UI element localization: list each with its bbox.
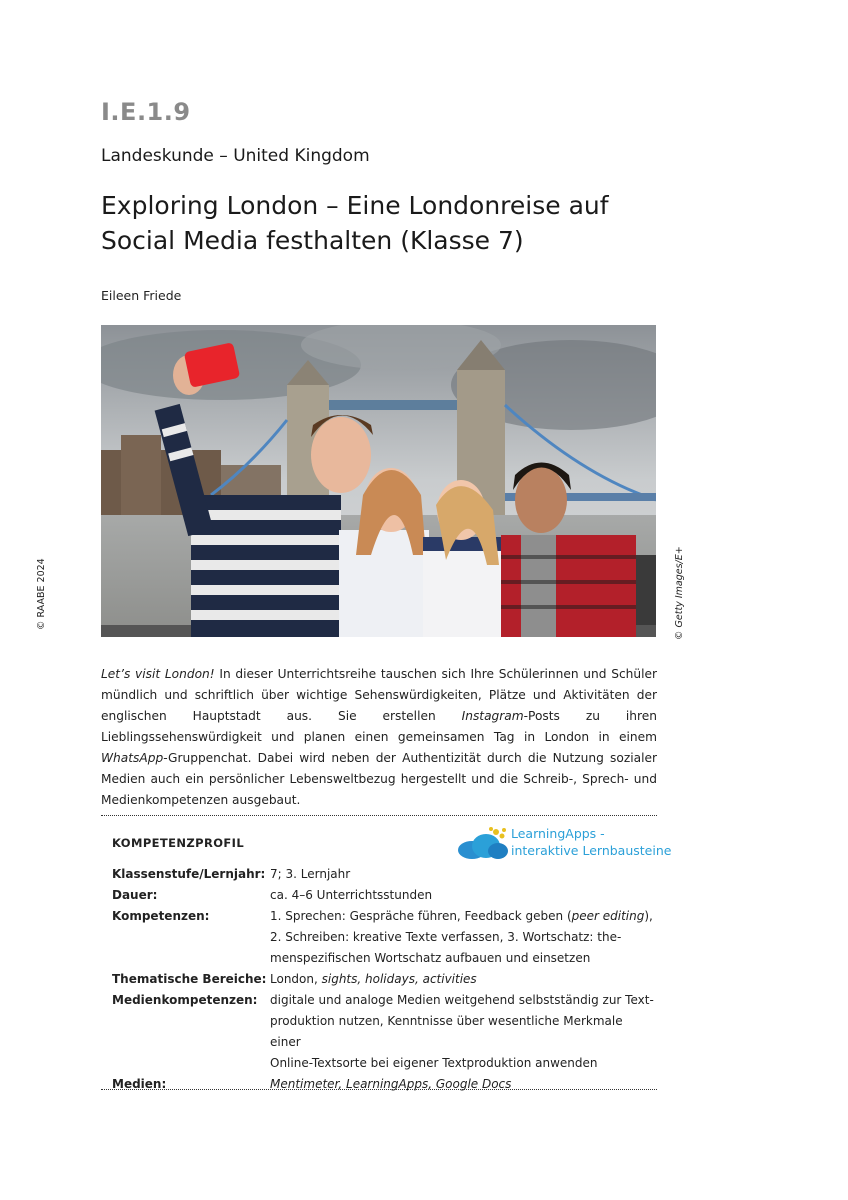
author-name: Eileen Friede xyxy=(101,288,182,303)
profile-heading: KOMPETENZPROFIL xyxy=(112,836,245,850)
photo-credit: © Getty Images/E+ xyxy=(674,546,685,640)
topic-heading: Landeskunde – United Kingdom xyxy=(101,146,370,166)
cover-photo xyxy=(101,325,656,637)
copyright-note: © RAABE 2024 xyxy=(36,558,47,630)
row-klassenstufe: Klassenstufe/Lernjahr: 7; 3. Lernjahr xyxy=(112,867,351,881)
competence-table xyxy=(112,864,657,1095)
row-kompetenzen: Kompetenzen: 1. Sprechen: Gespräche führen, Feedback geben (peer editing), 2. Schreiben: kreative Texte verfassen, 3. Wortschatz: the- menspezifischen Wortschatz aufbauen und einsetzen xyxy=(112,909,653,965)
cloud-icon xyxy=(456,824,512,864)
row-dauer: Dauer: ca. 4–6 Unterrichtsstunden xyxy=(112,888,433,902)
row-medienkompetenzen: Medienkompetenzen: digitale und analoge Medien weitgehend selbstständig zur Text- produktion nutzen, Kenntnisse über wesentliche Merkmale einer Online-Textsorte bei eigener Textproduktion anwenden xyxy=(112,993,654,1070)
row-thematische-bereiche: Thematische Bereiche: London, sights, holidays, activities xyxy=(112,972,477,986)
divider-bottom xyxy=(101,1089,657,1090)
intro-paragraph: Let’s visit London! In dieser Unterrichtsreihe tauschen sich Ihre Schülerinnen und Schüler mündlich und schriftlich über wichtige Sehenswürdigkeiten, Plätze und Aktivitäten der englischen Hauptstadt aus. Sie erstellen Instagram-Posts zu ihren Lieblingssehenswürdigkeit und planen einen gemeinsamen Tag in London in einem WhatsApp-Gruppenchat. Dabei wird neben der Authentizität durch die Nutzung sozialer Medien auch ein persönlicher Lebensweltbezug hergestellt und die Schreib-, Sprech- und Medienkompetenzen ausgebaut. xyxy=(101,667,657,807)
page-title: Exploring London – Eine Londonreise auf Social Media festhalten (Klasse 7) xyxy=(101,191,609,255)
intro-lead: Let’s visit London! xyxy=(101,667,215,681)
divider-top xyxy=(101,815,657,816)
logo-text-line2: interaktive Lernbausteine xyxy=(511,843,672,858)
tower-bridge-selfie-image xyxy=(101,325,656,637)
row-medien: Medien: Mentimeter, LearningApps, Google Docs xyxy=(112,1077,512,1091)
unit-code: I.E.1.9 xyxy=(101,98,191,126)
logo-text-line1: LearningApps - xyxy=(511,826,605,841)
